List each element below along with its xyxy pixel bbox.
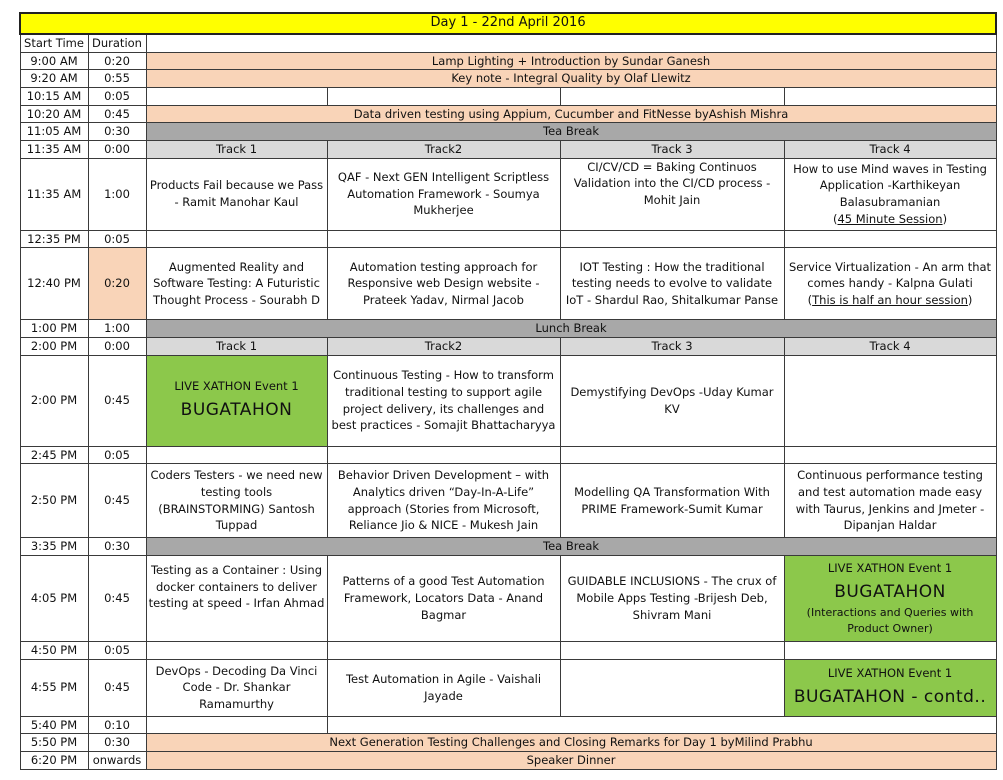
duration: 0:00 [88, 140, 146, 158]
plenary-session: Key note - Integral Quality by Olaf Llewitz [146, 70, 996, 88]
schedule-table [19, 12, 997, 770]
table-row [20, 320, 996, 338]
track-header: Track 1 [146, 140, 327, 158]
duration: 1:00 [88, 158, 146, 230]
table-row [20, 716, 996, 734]
duration: 0:45 [88, 105, 146, 123]
empty-cell [327, 87, 560, 105]
start-time: 9:00 AM [20, 52, 88, 70]
table-row [20, 158, 996, 230]
table-row [20, 538, 996, 556]
session-track-1: DevOps - Decoding Da Vinci Code - Dr. Shankar Ramamurthy [146, 659, 327, 716]
table-row [20, 659, 996, 716]
session-track-1: Products Fail because we Pass - Ramit Manohar Kaul [146, 158, 327, 230]
empty-cell [327, 446, 560, 464]
table-row [20, 87, 996, 105]
duration: 1:00 [88, 320, 146, 338]
start-time: 4:05 PM [20, 555, 88, 641]
session-track-2: Automation testing approach for Responsive web Design website - Prateek Yadav, Nirmal Jacob [327, 248, 560, 320]
start-time: 5:50 PM [20, 734, 88, 752]
duration: 0:00 [88, 337, 146, 355]
table-row [20, 13, 996, 34]
session-title: How to use Mind waves in Testing Application -Karthikeyan Balasubramanian [793, 161, 987, 210]
track-header: Track 1 [146, 337, 327, 355]
break-bar: Tea Break [146, 123, 996, 141]
session-track-4: Continuous performance testing and test automation made easy with Taurus, Jenkins and Jmeter - Dipanjan Haldar [784, 464, 996, 538]
table-row [20, 464, 996, 538]
table-row [20, 34, 996, 52]
plenary-session: Lamp Lighting + Introduction by Sundar Ganesh [146, 52, 996, 70]
session-track-3: IOT Testing : How the traditional testing needs to evolve to validate IoT - Shardul Rao, Shitalkumar Panse [560, 248, 784, 320]
empty-cell [327, 230, 560, 248]
session-track-3: GUIDABLE INCLUSIONS - The crux of Mobile Apps Testing -Brijesh Deb, Shivram Mani [560, 555, 784, 641]
start-time: 1:00 PM [20, 320, 88, 338]
empty-cell [560, 446, 784, 464]
start-time: 2:00 PM [20, 337, 88, 355]
start-time-header: Start Time [20, 34, 88, 52]
track-header: Track 3 [560, 140, 784, 158]
session-track-2: Test Automation in Agile - Vaishali Jayade [327, 659, 560, 716]
table-row [20, 555, 996, 641]
plenary-session: Data driven testing using Appium, Cucumber and FitNesse byAshish Mishra [146, 105, 996, 123]
schedule-title: Day 1 - 22nd April 2016 [20, 13, 996, 34]
empty-cell [560, 659, 784, 716]
session-track-4: Service Virtualization - An arm that comes handy - Kalpna Gulati (This is half an hour session) [784, 248, 996, 320]
duration: 0:10 [88, 716, 146, 734]
table-row [20, 105, 996, 123]
xathon-note: (Interactions and Queries with Product Owner) [806, 605, 974, 635]
empty-cell [146, 641, 327, 659]
xathon-label: LIVE XATHON Event 1 [827, 666, 953, 681]
empty-cell [146, 230, 327, 248]
empty-cell [784, 230, 996, 248]
xathon-title: BUGATAHON - contd.. [793, 687, 987, 708]
duration: 0:20 [88, 52, 146, 70]
break-bar: Lunch Break [146, 320, 996, 338]
start-time: 6:20 PM [20, 751, 88, 769]
xathon-session [784, 659, 996, 716]
plenary-session: Next Generation Testing Challenges and Closing Remarks for Day 1 byMilind Prabhu [146, 734, 996, 752]
table-row [20, 751, 996, 769]
duration: onwards [88, 751, 146, 769]
empty-cell [560, 641, 784, 659]
table-row [20, 52, 996, 70]
table-row [20, 337, 996, 355]
empty-cell [560, 87, 784, 105]
plenary-session: Speaker Dinner [146, 751, 996, 769]
table-row [20, 70, 996, 88]
xathon-session [146, 355, 327, 446]
start-time: 2:45 PM [20, 446, 88, 464]
duration: 0:05 [88, 446, 146, 464]
duration: 0:05 [88, 87, 146, 105]
empty-cell [146, 87, 327, 105]
session-track-1: Augmented Reality and Software Testing: A Futuristic Thought Process - Sourabh D [146, 248, 327, 320]
duration: 0:45 [88, 555, 146, 641]
start-time: 12:40 PM [20, 248, 88, 320]
start-time: 4:55 PM [20, 659, 88, 716]
duration: 0:30 [88, 538, 146, 556]
duration: 0:45 [88, 659, 146, 716]
duration: 0:20 [88, 248, 146, 320]
start-time: 5:40 PM [20, 716, 88, 734]
track-header: Track2 [327, 140, 560, 158]
duration: 0:30 [88, 734, 146, 752]
session-track-3: Demystifying DevOps -Uday Kumar KV [560, 355, 784, 446]
duration: 0:45 [88, 464, 146, 538]
table-row [20, 446, 996, 464]
track-header: Track2 [327, 337, 560, 355]
start-time: 2:50 PM [20, 464, 88, 538]
start-time: 10:20 AM [20, 105, 88, 123]
session-track-1: Coders Testers - we need new testing tools (BRAINSTORMING) Santosh Tuppad [146, 464, 327, 538]
empty-cell [784, 446, 996, 464]
table-row [20, 641, 996, 659]
session-track-2: Continuous Testing - How to transform traditional testing to support agile project delivery, its challenges and best practices - Somajit Bhattacharyya [327, 355, 560, 446]
table-row [20, 140, 996, 158]
duration: 0:55 [88, 70, 146, 88]
empty-cell [784, 641, 996, 659]
start-time: 11:35 AM [20, 140, 88, 158]
duration: 0:05 [88, 230, 146, 248]
empty-cell [146, 34, 996, 52]
empty-cell [784, 355, 996, 446]
table-row [20, 355, 996, 446]
start-time: 2:00 PM [20, 355, 88, 446]
session-note: 45 Minute Session [837, 211, 943, 226]
start-time: 11:35 AM [20, 158, 88, 230]
session-track-1: Testing as a Container : Using docker containers to deliver testing at speed - Irfan Ahmad [146, 555, 327, 641]
session-track-2: Patterns of a good Test Automation Framework, Locators Data - Anand Bagmar [327, 555, 560, 641]
session-title: Service Virtualization - An arm that comes handy - Kalpna Gulati [788, 259, 992, 291]
empty-cell [327, 641, 560, 659]
start-time: 10:15 AM [20, 87, 88, 105]
start-time: 12:35 PM [20, 230, 88, 248]
table-row [20, 248, 996, 320]
empty-cell [560, 230, 784, 248]
empty-cell [146, 716, 327, 734]
xathon-label: LIVE XATHON Event 1 [174, 379, 299, 394]
start-time: 11:05 AM [20, 123, 88, 141]
table-row [20, 734, 996, 752]
track-header: Track 4 [784, 140, 996, 158]
start-time: 9:20 AM [20, 70, 88, 88]
session-track-3: Modelling QA Transformation With PRIME Framework-Sumit Kumar [560, 464, 784, 538]
xathon-label: LIVE XATHON Event 1 [827, 561, 953, 576]
track-header: Track 3 [560, 337, 784, 355]
empty-cell [327, 716, 996, 734]
xathon-session [784, 555, 996, 641]
session-track-2: QAF - Next GEN Intelligent Scriptless Automation Framework - Soumya Mukherjee [327, 158, 560, 230]
empty-cell [784, 87, 996, 105]
empty-cell [146, 446, 327, 464]
duration: 0:30 [88, 123, 146, 141]
duration-header: Duration [88, 34, 146, 52]
session-note: This is half an hour session [812, 293, 968, 308]
table-row [20, 123, 996, 141]
start-time: 3:35 PM [20, 538, 88, 556]
session-track-4: How to use Mind waves in Testing Application -Karthikeyan Balasubramanian (45 Minute Session) [784, 158, 996, 230]
break-bar: Tea Break [146, 538, 996, 556]
session-track-3: CI/CV/CD = Baking Continuos Validation into the CI/CD process - Mohit Jain [560, 158, 784, 230]
track-header: Track 4 [784, 337, 996, 355]
table-row [20, 230, 996, 248]
xathon-title: BUGATAHON [180, 400, 293, 421]
session-track-2: Behavior Driven Development – with Analytics driven “Day-In-A-Life” approach (Stories from Microsoft, Reliance Jio & NICE - Mukesh Jain [327, 464, 560, 538]
xathon-title: BUGATAHON [834, 581, 946, 602]
duration: 0:45 [88, 355, 146, 446]
duration: 0:05 [88, 641, 146, 659]
start-time: 4:50 PM [20, 641, 88, 659]
